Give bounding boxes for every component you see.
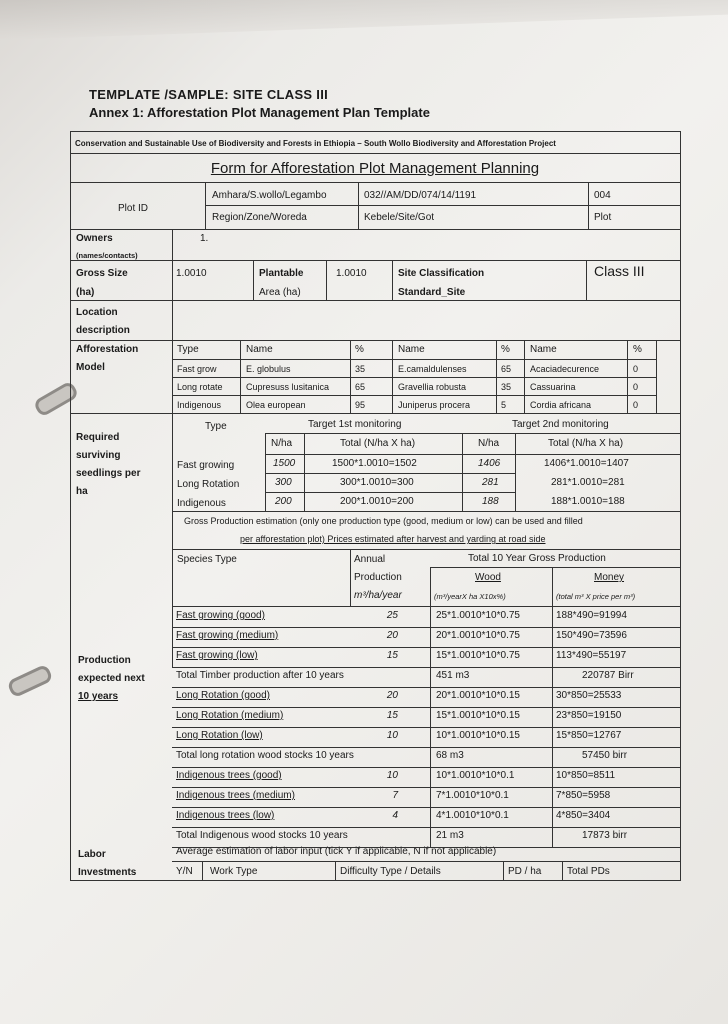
aff-header-name2: Name <box>398 344 425 355</box>
class-value: Class III <box>594 263 645 279</box>
production-row-wood: 4*1.0010*10*0.1 <box>436 810 509 821</box>
production-row-wood: 20*1.0010*10*0.15 <box>436 690 520 701</box>
production-row-species: Fast growing (good) <box>176 610 265 621</box>
aff-header-name3: Name <box>530 344 557 355</box>
aff-row-name3: Acaciadecurence <box>530 364 600 374</box>
production-label: Production <box>78 655 131 666</box>
seedling-row-total2: 281*1.0010=281 <box>551 477 625 488</box>
labor-header-work-type: Work Type <box>210 866 258 877</box>
production-row-annual: 15 <box>386 650 398 661</box>
aff-row-pct3: 0 <box>633 364 639 374</box>
production-row-species: Total Indigenous wood stocks 10 years <box>176 830 348 841</box>
aff-row-pct2: 35 <box>501 382 512 392</box>
form-title: Form for Afforestation Plot Management Planning <box>210 160 540 177</box>
production-label: expected next <box>78 673 145 684</box>
seedling-row-type: Long Rotation <box>177 479 240 490</box>
production-row-species: Long Rotation (good) <box>176 690 270 701</box>
total-header-2: Total (N/ha X ha) <box>548 438 624 449</box>
aff-header-pct2: % <box>501 344 510 355</box>
production-row-money: 57450 birr <box>582 750 628 761</box>
template-title: TEMPLATE /SAMPLE: SITE CLASS III <box>89 87 329 102</box>
gross-size-label: Gross Size <box>76 268 128 279</box>
production-row-annual: 4 <box>392 810 398 821</box>
labor-header-total-pds: Total PDs <box>567 866 610 877</box>
seedling-row-nha1: 200 <box>275 496 292 507</box>
labor-header-difficulty: Difficulty Type / Details <box>340 866 441 877</box>
aff-row-pct2: 5 <box>501 400 507 410</box>
production-row-species: Fast growing (medium) <box>176 630 279 641</box>
seedling-row-nha2: 188 <box>482 496 499 507</box>
location-label: Location <box>76 307 118 318</box>
seedlings-label: Required <box>76 432 120 443</box>
production-row-species: Fast growing (low) <box>176 650 258 661</box>
row-divider <box>172 807 680 808</box>
plantable-unit: Area (ha) <box>259 287 301 298</box>
total-header-1: Total (N/ha X ha) <box>340 438 416 449</box>
production-row-money: 23*850=19150 <box>556 710 622 721</box>
seedling-row-nha2: 281 <box>482 477 499 488</box>
production-unit: m³/ha/year <box>354 590 402 601</box>
production-row-money: 7*850=5958 <box>556 790 611 801</box>
owners-sublabel: (names/contacts) <box>76 251 138 260</box>
production-row-money: 113*490=55197 <box>556 650 627 661</box>
aff-row-pct1: 35 <box>355 364 366 374</box>
site-classification-label: Site Classification <box>398 268 485 279</box>
row-divider <box>172 847 680 848</box>
gross-value: 1.0010 <box>176 268 207 279</box>
production-row-annual: 20 <box>386 630 398 641</box>
production-row-annual: 7 <box>392 790 398 801</box>
plantable-value: 1.0010 <box>336 268 367 279</box>
aff-row-pct3: 0 <box>633 400 639 410</box>
aff-row-name2: Juniperus procera <box>398 400 471 410</box>
row-divider <box>172 627 680 628</box>
site-class-standard: Standard_Site <box>398 287 466 298</box>
seedling-row-total1: 200*1.0010=200 <box>340 496 414 507</box>
production-note: Gross Production estimation (only one production type (good, medium or low) can be used and filled <box>184 516 583 526</box>
production-row-species: Long Rotation (medium) <box>176 710 284 721</box>
labor-label: Labor <box>78 849 106 860</box>
aff-header-pct1: % <box>355 344 364 355</box>
row-divider <box>172 647 680 648</box>
seedling-row-total1: 300*1.0010=300 <box>340 477 414 488</box>
aff-row-name2: Gravellia robusta <box>398 382 467 392</box>
aff-row-name1: E. globulus <box>246 364 291 374</box>
production-row-annual: 20 <box>386 690 398 701</box>
production-row-money: 4*850=3404 <box>556 810 611 821</box>
seedling-row-total1: 1500*1.0010=1502 <box>332 458 417 469</box>
production-row-wood: 10*1.0010*10*0.1 <box>436 770 515 781</box>
aff-row-pct3: 0 <box>633 382 639 392</box>
seedlings-label: ha <box>76 486 88 497</box>
labor-header-yn: Y/N <box>176 866 193 877</box>
production-row-wood: 451 m3 <box>436 670 470 681</box>
region-value: Amhara/S.wollo/Legambo <box>212 190 327 201</box>
aff-row-pct1: 95 <box>355 400 366 410</box>
wood-header: Wood <box>475 572 501 583</box>
afforestation-sublabel: Model <box>76 362 105 373</box>
seedling-row-type: Fast growing <box>177 460 235 471</box>
production-row-wood: 10*1.0010*10*0.15 <box>436 730 520 741</box>
aff-row-pct1: 65 <box>355 382 366 392</box>
labor-note: Average estimation of labor input (tick Y if applicable, N if not applicable) <box>176 846 497 857</box>
production-row-species: Long Rotation (low) <box>176 730 263 741</box>
project-name: Conservation and Sustainable Use of Biodiversity and Forests in Ethiopia – South Wollo Biodiversity and Afforestation Project <box>75 139 556 148</box>
plantable-label: Plantable <box>259 268 304 279</box>
row-divider <box>172 747 680 748</box>
production-row-annual: 25 <box>386 610 398 621</box>
production-row-species: Total long rotation wood stocks 10 years <box>176 750 354 761</box>
target-1-header: Target 1st monitoring <box>308 419 402 430</box>
production-row-money: 220787 Birr <box>582 670 634 681</box>
aff-row-name1: Cupresuss lusitanica <box>246 382 330 392</box>
nha-header-1: N/ha <box>271 438 293 449</box>
production-row-money: 30*850=25533 <box>556 690 622 701</box>
aff-row-type: Fast grow <box>177 364 217 374</box>
species-type-header: Species Type <box>177 554 237 565</box>
production-row-money: 150*490=73596 <box>556 630 627 641</box>
row-divider <box>172 787 680 788</box>
seedling-row-total2: 188*1.0010=188 <box>551 496 625 507</box>
production-row-money: 15*850=12767 <box>556 730 622 741</box>
gross-unit: (ha) <box>76 287 95 298</box>
wood-unit: (m³/yearX ha X10x%) <box>434 592 506 601</box>
production-row-annual: 10 <box>386 730 398 741</box>
row-divider <box>172 707 680 708</box>
seedlings-type-header: Type <box>205 421 227 432</box>
aff-header-pct3: % <box>633 344 642 355</box>
seedling-row-total2: 1406*1.0010=1407 <box>544 458 629 469</box>
page-shadow <box>0 0 728 40</box>
production-note: per afforestation plot) Prices estimated after harvest and yarding at road side <box>240 534 546 544</box>
aff-header-type: Type <box>177 344 199 355</box>
nha-header-2: N/ha <box>478 438 500 449</box>
production-row-wood: 15*1.0010*10*0.15 <box>436 710 520 721</box>
plot-label: Plot <box>594 212 612 223</box>
production-label: 10 years <box>78 691 119 702</box>
row-divider <box>172 727 680 728</box>
plot-id-label: Plot ID <box>118 203 149 214</box>
binder-ring <box>6 664 53 699</box>
production-row-wood: 20*1.0010*10*0.75 <box>436 630 520 641</box>
aff-row-pct2: 65 <box>501 364 512 374</box>
production-row-species: Indigenous trees (low) <box>176 810 275 821</box>
seedlings-label: surviving <box>76 450 121 461</box>
aff-row-name3: Cordia africana <box>530 400 592 410</box>
production-row-wood: 15*1.0010*10*0.75 <box>436 650 520 661</box>
production-row-wood: 25*1.0010*10*0.75 <box>436 610 520 621</box>
seedling-row-nha1: 300 <box>275 477 292 488</box>
production-row-money: 17873 birr <box>582 830 628 841</box>
aff-row-type: Indigenous <box>177 400 222 410</box>
row-divider <box>172 667 680 668</box>
aff-row-name1: Olea european <box>246 400 306 410</box>
production-row-annual: 10 <box>386 770 398 781</box>
aff-header-name1: Name <box>246 344 273 355</box>
aff-row-type: Long rotate <box>177 382 223 392</box>
annex-title: Annex 1: Afforestation Plot Management Plan Template <box>89 105 430 120</box>
production-row-money: 10*850=8511 <box>556 770 616 781</box>
row-divider <box>172 767 680 768</box>
target-2-header: Target 2nd monitoring <box>512 419 609 430</box>
production-row-species: Total Timber production after 10 years <box>176 670 344 681</box>
aff-row-name3: Cassuarina <box>530 382 576 392</box>
production-row-wood: 68 m3 <box>436 750 464 761</box>
seedlings-label: seedlings per <box>76 468 141 479</box>
production-row-money: 188*490=91994 <box>556 610 627 621</box>
total-10-year-header: Total 10 Year Gross Production <box>468 553 606 564</box>
seedling-row-nha2: 1406 <box>478 458 501 469</box>
production-row-species: Indigenous trees (good) <box>176 770 282 781</box>
owners-value: 1. <box>200 233 209 244</box>
production-header: Production <box>354 572 402 583</box>
region-label: Region/Zone/Woreda <box>212 212 307 223</box>
afforestation-label: Afforestation <box>76 344 139 355</box>
row-divider <box>172 687 680 688</box>
seedling-row-nha1: 1500 <box>273 458 296 469</box>
production-row-species: Indigenous trees (medium) <box>176 790 295 801</box>
row-divider <box>172 827 680 828</box>
kebele-label: Kebele/Site/Got <box>364 212 435 223</box>
location-sublabel: description <box>76 325 130 336</box>
owners-label: Owners <box>76 233 113 244</box>
money-unit: (total m³ X price per m³) <box>556 592 636 601</box>
labor-sublabel: Investments <box>78 867 137 878</box>
production-row-annual: 15 <box>386 710 398 721</box>
production-row-wood: 21 m3 <box>436 830 464 841</box>
money-header: Money <box>594 572 625 583</box>
kebele-value: 032//AM/DD/074/14/1191 <box>364 190 477 201</box>
production-row-wood: 7*1.0010*10*0.1 <box>436 790 509 801</box>
annual-header: Annual <box>354 554 386 565</box>
seedling-row-type: Indigenous <box>177 498 226 509</box>
aff-row-name2: E.camaldulenses <box>398 364 467 374</box>
plot-value: 004 <box>594 190 611 201</box>
labor-header-pd-ha: PD / ha <box>508 866 542 877</box>
